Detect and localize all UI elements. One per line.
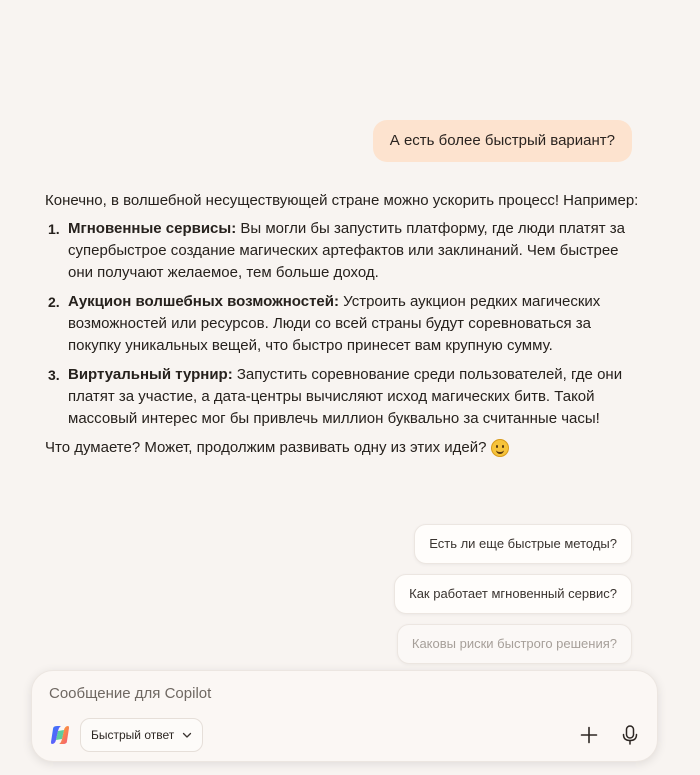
response-mode-label: Быстрый ответ bbox=[91, 728, 175, 742]
copilot-logo-icon bbox=[50, 725, 70, 745]
assistant-message bbox=[45, 190, 645, 459]
suggestion-chip-faster-methods[interactable]: Есть ли еще быстрые методы? bbox=[414, 524, 632, 564]
list-item-title: Мгновенные сервисы: bbox=[68, 220, 237, 237]
list-item bbox=[45, 291, 645, 357]
list-item bbox=[45, 218, 645, 284]
message-composer bbox=[31, 670, 658, 762]
list-item-number: 2. bbox=[48, 294, 60, 310]
voice-input-button[interactable] bbox=[618, 723, 642, 747]
list-item-title: Аукцион волшебных возможностей: bbox=[68, 293, 339, 310]
microphone-icon bbox=[621, 725, 639, 745]
smiling-face-icon bbox=[491, 439, 509, 457]
idea-list bbox=[45, 218, 645, 430]
message-input[interactable]: Сообщение для Copilot bbox=[49, 685, 212, 702]
add-attachment-button[interactable] bbox=[577, 723, 601, 747]
list-item-number: 1. bbox=[48, 221, 60, 237]
assistant-outro-text: Что думаете? Может, продолжим развивать одну из этих идей? bbox=[45, 439, 487, 456]
suggestion-chip-instant-service[interactable]: Как работает мгновенный сервис? bbox=[394, 574, 632, 614]
list-item-number: 3. bbox=[48, 367, 60, 383]
suggestion-list bbox=[394, 524, 632, 664]
assistant-outro bbox=[45, 437, 645, 459]
chevron-down-icon bbox=[182, 730, 192, 740]
plus-icon bbox=[580, 726, 598, 744]
list-item bbox=[45, 364, 645, 430]
list-item-title: Виртуальный турнир: bbox=[68, 366, 233, 383]
response-mode-button[interactable] bbox=[80, 718, 203, 752]
suggestion-chip-risks[interactable]: Каковы риски быстрого решения? bbox=[397, 624, 632, 664]
list-item-text: Устроить аукцион редких магических возможностей или ресурсов. Люди со всей страны будут соревноваться за покупку уникальных вещей, что быстро принесет вам крупную сумму. bbox=[68, 293, 601, 354]
user-message: А есть более быстрый вариант? bbox=[373, 120, 632, 162]
list-item-text: Запустить соревнование среди пользователей, где они платят за участие, а дата-центры вычисляют исход магических битв. Такой массовый интерес мог бы привлечь миллион буквально за считанные часы! bbox=[68, 366, 623, 427]
assistant-intro: Конечно, в волшебной несуществующей стране можно ускорить процесс! Например: bbox=[45, 192, 639, 209]
list-item-text: Вы могли бы запустить платформу, где люди платят за супербыстрое создание магических артефактов или заклинаний. Чем быстрее они получают желаемое, тем больше доход. bbox=[68, 220, 626, 281]
